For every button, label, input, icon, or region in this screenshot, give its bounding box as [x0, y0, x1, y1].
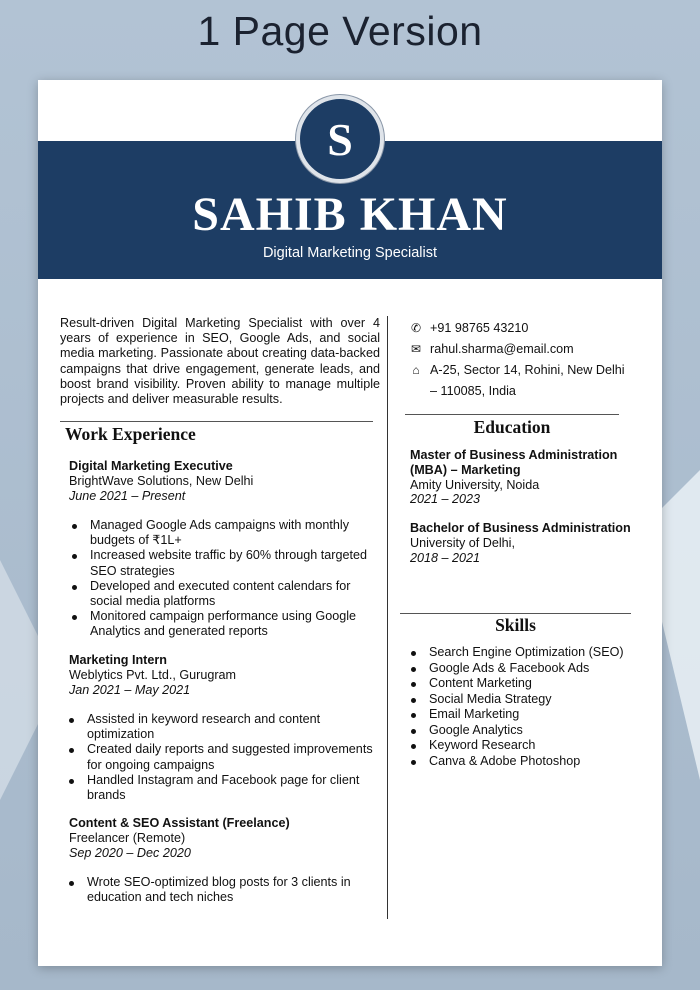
- degree-title: Master of Business Administration (MBA) – Marketing: [410, 448, 618, 477]
- job-role: Content & SEO Assistant (Freelance): [69, 816, 290, 830]
- job-dates: Jan 2021 – May 2021: [69, 683, 191, 698]
- education-entry: [410, 448, 645, 507]
- job-bullets: [69, 518, 369, 640]
- candidate-name: SAHIB KHAN: [192, 188, 508, 241]
- skills-heading: Skills: [495, 615, 536, 635]
- job-entry: [69, 459, 374, 505]
- job-dates: June 2021 – Present: [69, 489, 186, 504]
- job-company: BrightWave Solutions, New Delhi: [69, 474, 254, 489]
- address-line: – 110085, India: [430, 384, 516, 398]
- skill-item: Google Analytics: [408, 723, 624, 739]
- contact-email: [408, 339, 638, 360]
- job-role: Digital Marketing Executive: [69, 459, 233, 473]
- job-company: Weblytics Pvt. Ltd., Gurugram: [69, 668, 237, 683]
- list-item: Monitored campaign performance using Google Analytics and generated reports: [69, 609, 369, 639]
- email-text: rahul.sharma@email.com: [430, 342, 574, 356]
- education-entry: [410, 521, 645, 565]
- education-dates: 2018 – 2021: [410, 550, 481, 565]
- skill-item: Google Ads & Facebook Ads: [408, 661, 624, 677]
- skills-list: [408, 645, 624, 769]
- degree-title: Bachelor of Business Administration: [410, 521, 631, 535]
- phone-text: +91 98765 43210: [430, 321, 529, 335]
- skill-item: Social Media Strategy: [408, 692, 624, 708]
- divider: [405, 414, 619, 415]
- divider: [400, 613, 631, 614]
- school-name: Amity University, Noida: [410, 477, 540, 492]
- candidate-title: Digital Marketing Specialist: [262, 245, 438, 261]
- skill-item: Keyword Research: [408, 738, 624, 754]
- list-item: Handled Instagram and Facebook page for client brands: [66, 773, 384, 803]
- job-entry: [69, 653, 374, 699]
- phone-icon: ✆: [410, 321, 422, 335]
- home-icon: ⌂: [412, 363, 420, 377]
- education-heading: Education: [473, 417, 551, 437]
- list-item: Assisted in keyword research and content optimization: [66, 712, 384, 742]
- monogram-badge: S: [296, 95, 384, 183]
- resume-sheet: [38, 80, 662, 966]
- job-bullets: [66, 712, 384, 803]
- skill-item: Content Marketing: [408, 676, 624, 692]
- contact-phone: [408, 318, 638, 339]
- education-dates: 2021 – 2023: [410, 492, 481, 507]
- work-experience-heading: Work Experience: [65, 424, 196, 444]
- envelope-icon: ✉: [410, 342, 422, 356]
- job-role: Marketing Intern: [69, 653, 167, 667]
- skill-item: Canva & Adobe Photoshop: [408, 754, 624, 770]
- skill-item: Email Marketing: [408, 707, 624, 723]
- list-item: Managed Google Ads campaigns with monthly budgets of ₹1L+: [69, 518, 369, 548]
- list-item: Wrote SEO-optimized blog posts for 3 clients in education and tech niches: [66, 875, 366, 905]
- divider: [60, 421, 373, 422]
- contact-block: [408, 318, 638, 402]
- list-item: Developed and executed content calendars for social media platforms: [69, 579, 369, 609]
- job-entry: [69, 816, 374, 862]
- job-dates: Sep 2020 – Dec 2020: [69, 846, 191, 861]
- contact-address-cont: [408, 381, 638, 402]
- list-item: Increased website traffic by 60% through targeted SEO strategies: [69, 548, 369, 578]
- school-name: University of Delhi,: [410, 535, 515, 550]
- page-title: 1 Page Version: [197, 8, 483, 54]
- contact-address: [408, 360, 638, 381]
- summary-text: Result-driven Digital Marketing Specialist with over 4 years of experience in SEO, Google Ads, and social media marketing. Passionate about creating data-backed campaigns that drive engagement, generate leads, and boost brand visibility. Proven ability to manage multiple projects and deliver measurable results.: [60, 316, 380, 407]
- job-company: Freelancer (Remote): [69, 831, 186, 846]
- address-line: A-25, Sector 14, Rohini, New Delhi: [430, 363, 625, 377]
- summary-block: [60, 316, 380, 407]
- job-bullets: [66, 875, 366, 905]
- column-divider: [387, 316, 388, 919]
- list-item: Created daily reports and suggested improvements for ongoing campaigns: [66, 742, 384, 772]
- skill-item: Search Engine Optimization (SEO): [408, 645, 624, 661]
